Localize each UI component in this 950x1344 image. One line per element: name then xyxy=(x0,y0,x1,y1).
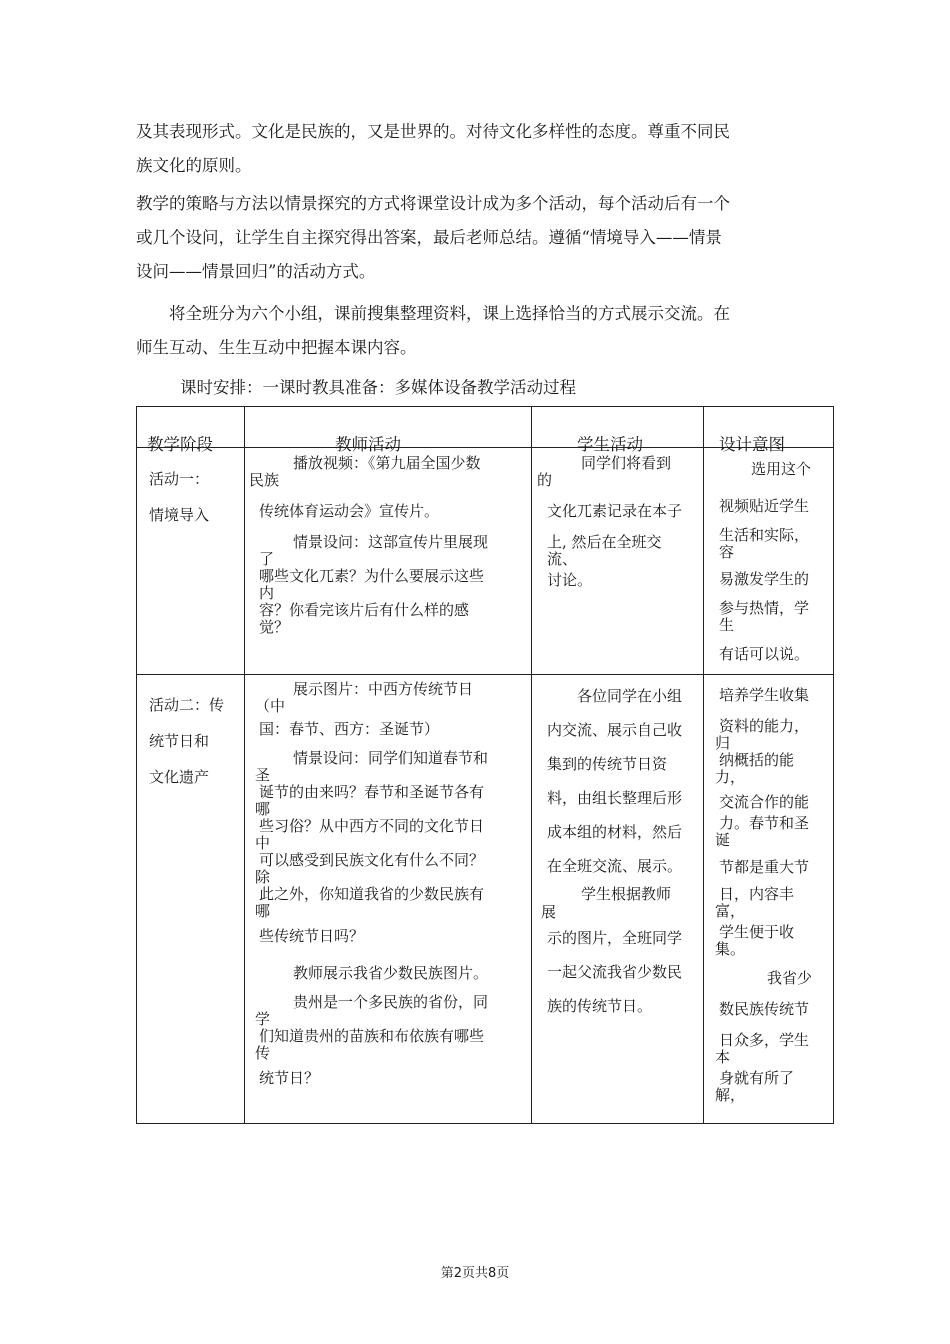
header-teacher: 教师活动 xyxy=(335,435,401,454)
text-line: 一起父流我省少数民 xyxy=(547,963,683,981)
schedule-line: 课时安排：一课时教具准备：多媒体设备教学活动过程 xyxy=(180,378,576,397)
text-line: 贵州是一个多民族的省份，同 xyxy=(293,993,489,1011)
text-line: 觉？ xyxy=(259,618,290,636)
text-line: 展 xyxy=(541,903,557,921)
text-line: 传 xyxy=(255,1044,271,1062)
text-line: 民族 xyxy=(249,471,280,489)
text-line: 传统体育运动会》宣传片。 xyxy=(259,502,440,520)
text-line: 内交流、展示自己收 xyxy=(547,721,683,739)
text-line: 活动一： xyxy=(149,470,210,488)
row2-teacher xyxy=(249,681,531,1087)
text-line: 培养学生收集 xyxy=(719,686,810,704)
text-line: 们知道贵州的苗族和布依族有哪些 xyxy=(259,1027,485,1045)
intro-paragraph-2 xyxy=(136,187,836,289)
text-line: 诞节的由来吗？春节和圣诞节各有 xyxy=(259,783,485,801)
text-line: 讨论。 xyxy=(547,571,593,589)
text-line: （中 xyxy=(255,697,286,715)
header-stage: 教学阶段 xyxy=(147,435,213,454)
column-divider xyxy=(703,407,704,1123)
text-line: 在全班交流、展示。 xyxy=(547,857,683,875)
text-line: 可以感受到民族文化有什么不同？ xyxy=(259,851,485,869)
text-line: 成本组的材料，然后 xyxy=(547,823,683,841)
text-line: 此之外，你知道我省的少数民族有 xyxy=(259,885,485,903)
text-line: 视频贴近学生 xyxy=(719,497,810,515)
text-line: 力， xyxy=(715,768,746,786)
text-line: 族文化的原则。 xyxy=(136,156,252,175)
text-line: 情景设问：同学们知道春节和 xyxy=(293,749,489,767)
column-divider xyxy=(531,407,532,1123)
text-line: 统节日？ xyxy=(259,1069,320,1087)
row2-stage xyxy=(149,687,224,795)
text-line: 上, 然后在全班交 xyxy=(547,533,662,551)
text-line: 除 xyxy=(255,868,271,886)
text-line: 富， xyxy=(715,902,746,920)
row1-stage xyxy=(149,461,209,533)
text-line: 同学们将看到 xyxy=(581,454,672,472)
text-line: 的 xyxy=(537,471,553,489)
text-line: 力。春节和圣 xyxy=(719,814,810,832)
text-line: 学生便于收 xyxy=(719,923,795,941)
text-line: 我省少 xyxy=(767,969,813,987)
text-line: 有话可以说。 xyxy=(719,645,810,663)
page-number: 第2页共8页 xyxy=(440,1266,510,1281)
row1-teacher xyxy=(249,455,531,636)
text-line: 哪些文化兀素？为什么要展示这些 xyxy=(259,567,485,585)
text-line: 圣 xyxy=(255,766,271,784)
header-intent: 设计意图 xyxy=(719,435,785,454)
text-line: 中 xyxy=(255,834,271,852)
text-line: 教师展示我省少数民族图片。 xyxy=(293,964,489,982)
text-line: 学生根据教师 xyxy=(581,885,672,903)
text-line: 示的图片，全班同学 xyxy=(547,929,683,947)
text-line: 设问——情景回归”的活动方式。 xyxy=(136,262,376,281)
text-line: 本 xyxy=(715,1048,731,1066)
text-line: 数民族传统节 xyxy=(719,1000,810,1018)
text-line: 或几个设问，让学生自主探究得出答案，最后老师总结。遵循“情境导入——情景 xyxy=(136,228,722,247)
text-line: 播放视频：《第九届全国少数 xyxy=(293,454,481,472)
text-line: 教学的策略与方法以情景探究的方式将课堂设计成为多个活动，每个活动后有一个 xyxy=(136,194,730,213)
text-line: 料，由组长整理后形 xyxy=(547,789,683,807)
text-line: 生 xyxy=(719,616,735,634)
row1-student xyxy=(537,455,703,589)
row-divider xyxy=(137,674,833,675)
text-line: 容 xyxy=(719,543,735,561)
text-line: 归 xyxy=(715,734,731,752)
row1-intent xyxy=(709,461,835,663)
text-line: 各位同学在小组 xyxy=(577,687,683,705)
text-line: 交流合作的能 xyxy=(719,793,810,811)
text-line: 文化兀素记录在本子 xyxy=(547,502,683,520)
text-line: 解， xyxy=(715,1086,746,1104)
text-line: 及其表现形式。文化是民族的，又是世界的。对待文化多样性的态度。尊重不同民 xyxy=(136,122,730,141)
text-line: 集。 xyxy=(715,940,746,958)
text-line: 师生互动、生生互动中把握本课内容。 xyxy=(136,338,417,357)
row2-student xyxy=(541,687,703,1015)
text-line: 统节日和 xyxy=(149,732,210,750)
text-line: 资料的能力， xyxy=(719,717,810,735)
text-line: 日，内容丰 xyxy=(719,885,795,903)
text-line: 族的传统节日。 xyxy=(547,997,653,1015)
text-line: 哪 xyxy=(255,902,271,920)
text-line: 将全班分为六个小组，课前搜集整理资料，课上选择恰当的方式展示交流。在 xyxy=(169,304,730,323)
row2-intent xyxy=(713,687,835,1104)
text-line: 了 xyxy=(259,550,275,568)
text-line: 展示图片：中西方传统节日 xyxy=(293,680,474,698)
lesson-table xyxy=(136,406,834,1124)
text-line: 情景设问：这部宣传片里展现 xyxy=(293,533,489,551)
text-line: 集到的传统节日资 xyxy=(547,755,668,773)
text-line: 哪 xyxy=(255,800,271,818)
text-line: 些传统节日吗？ xyxy=(259,927,365,945)
text-line: 纳概括的能 xyxy=(719,751,795,769)
text-line: 文化遗产 xyxy=(149,768,210,786)
text-line: 生活和实际， xyxy=(719,526,810,544)
text-line: 些习俗？从中西方不同的文化节日 xyxy=(259,817,485,835)
column-divider xyxy=(244,407,245,1123)
text-line: 身就有所了 xyxy=(719,1069,795,1087)
text-line: 内 xyxy=(259,584,275,602)
header-student: 学生活动 xyxy=(577,435,643,454)
text-line: 选用这个 xyxy=(751,460,812,478)
text-line: 日众多，学生 xyxy=(719,1031,810,1049)
text-line: 学 xyxy=(255,1010,271,1028)
text-line: 容？你看完该片后有什么样的感 xyxy=(259,601,470,619)
intro-paragraph-1 xyxy=(136,115,836,183)
text-line: 情境导入 xyxy=(149,506,210,524)
text-line: 节都是重大节 xyxy=(719,858,810,876)
text-line: 易激发学生的 xyxy=(719,570,810,588)
text-line: 参与热情，学 xyxy=(719,599,810,617)
text-line: 活动二：传 xyxy=(149,696,225,714)
text-line: 诞 xyxy=(715,831,731,849)
text-line: 流、 xyxy=(547,550,578,568)
text-line: 国：春节、西方：圣诞节） xyxy=(259,720,440,738)
intro-paragraph-3 xyxy=(136,297,836,365)
